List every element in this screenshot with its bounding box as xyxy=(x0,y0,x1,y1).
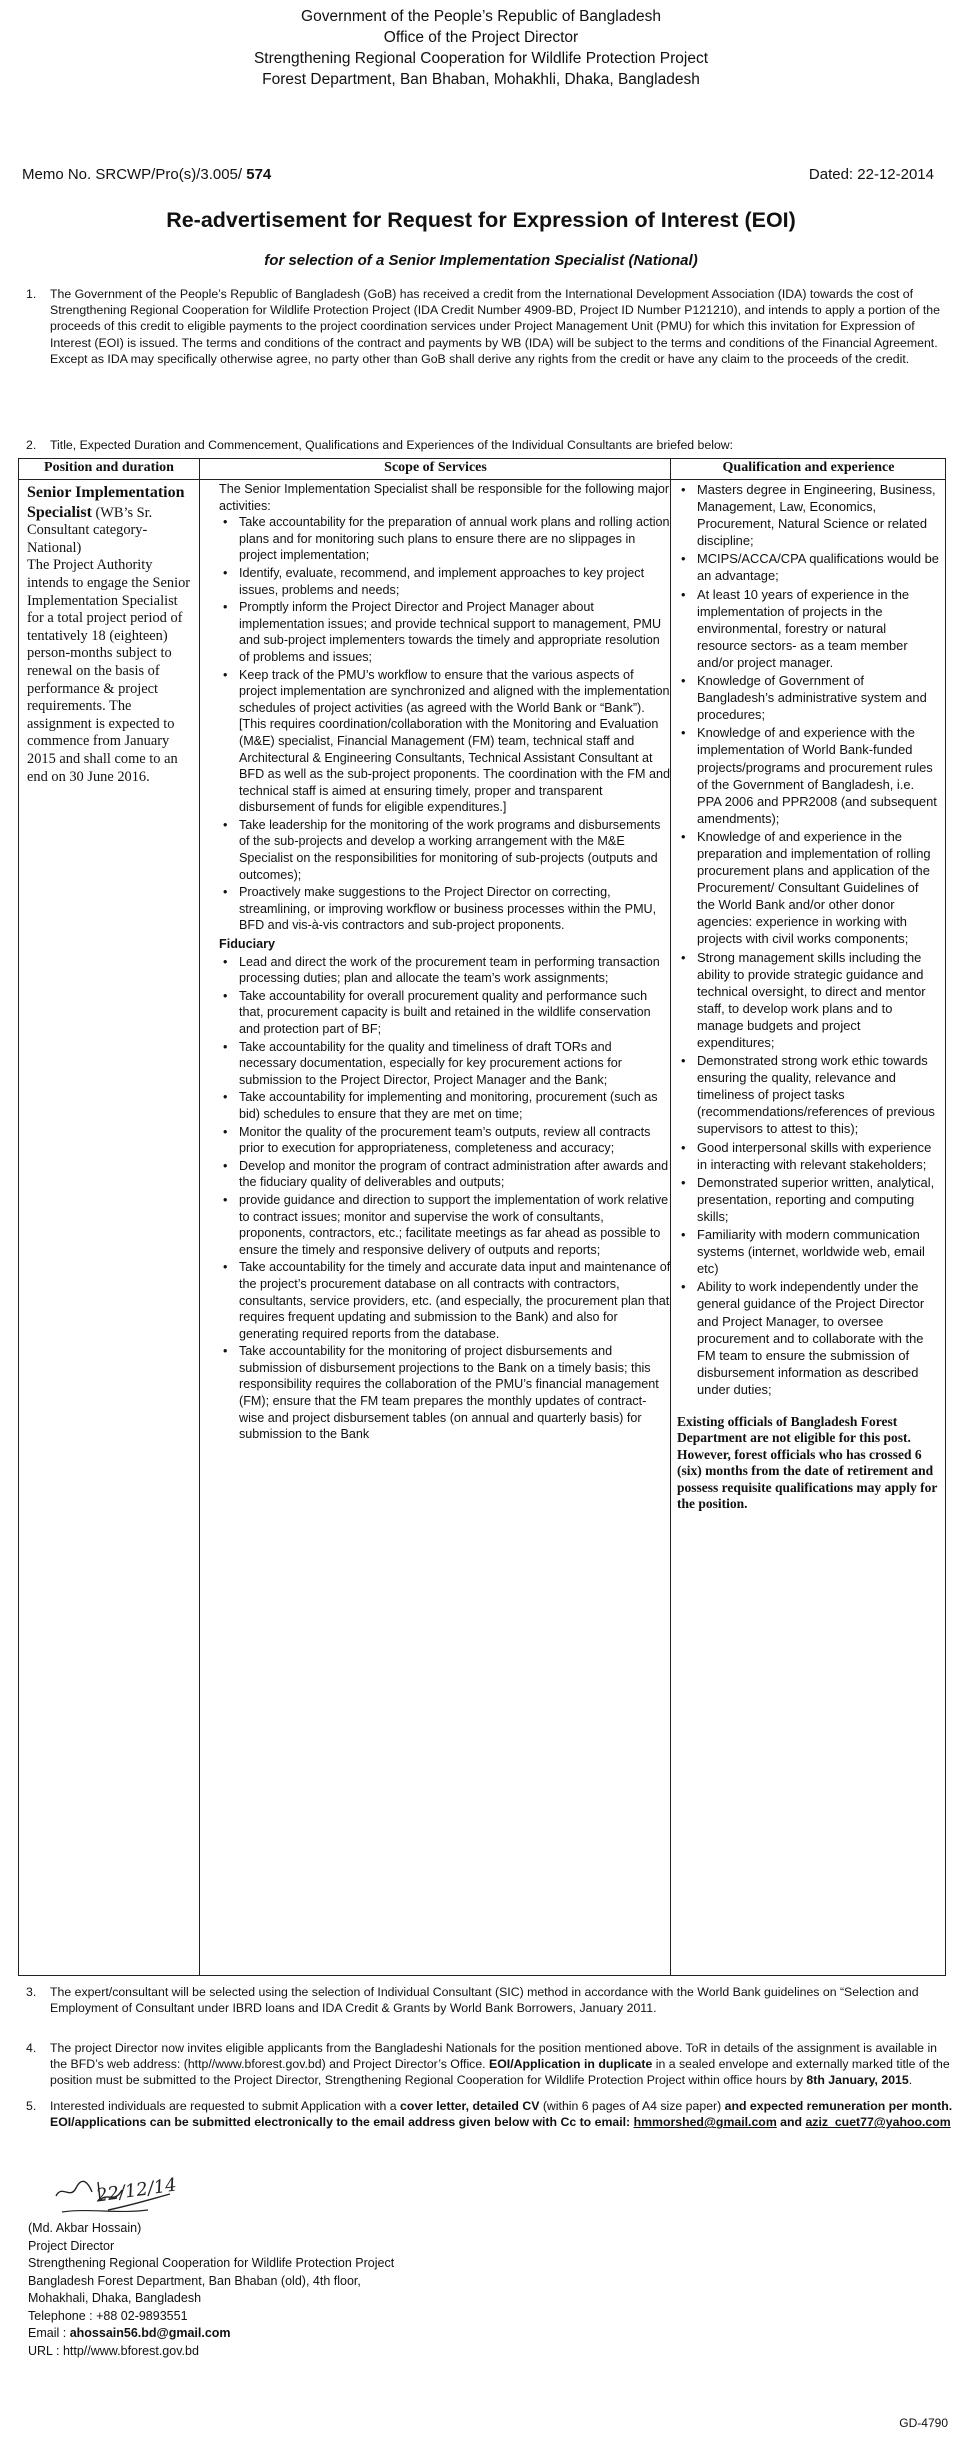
signatory-name: (Md. Akbar Hossain) xyxy=(28,2221,142,2235)
signatory-url: URL : http//www.bforest.gov.bd xyxy=(28,2343,199,2358)
list-item: • Develop and monitor the program of contract administration after awards and the fiduciary quality of deliverables and outputs; xyxy=(223,1158,669,1190)
fiduciary-list xyxy=(219,954,671,1443)
document-subtitle: for selection of a Senior Implementation Specialist (National) xyxy=(264,252,698,269)
paragraph-text: Title, Expected Duration and Commencement, Qualifications and Experiences of the Individual Consultants are briefed below: xyxy=(50,438,734,452)
list-item: • Take accountability for the quality and timeliness of draft TORs and necessary documentation, especially for key procurement actions for submission to the Project Director, Project Manager and the Bank; xyxy=(223,1039,622,1087)
header-line-office: Office of the Project Director xyxy=(383,29,579,46)
table-header-qualification: Qualification and experience xyxy=(722,460,895,475)
header-line-address: Forest Department, Ban Bhaban, Mohakhli, Dhaka, Bangladesh xyxy=(262,71,700,88)
table-header-position: Position and duration xyxy=(44,460,174,475)
position-title: Senior Implementation Specialist xyxy=(27,484,185,521)
list-item: • Knowledge of and experience in the preparation and implementation of rolling procurement plans and application of the Procurement/ Consultant Guidelines of the World Bank and/or other donor agencies: experience in working with projects with civil works components; xyxy=(681,828,931,947)
paragraph-number: 1. xyxy=(26,287,37,301)
memo-date: Dated: 22-12-2014 xyxy=(808,166,934,183)
list-item: • Lead and direct the work of the procurement team in performing transaction processing duties; plan and allocate the team’s work assignments; xyxy=(223,954,660,986)
list-item: • Familiarity with modern communication systems (internet, worldwide web, email etc) xyxy=(681,1227,925,1277)
email-link-1[interactable]: hmmorshed@gmail.com xyxy=(633,2115,777,2130)
footer-code: GD-4790 xyxy=(899,2416,948,2430)
paragraph-number: 5. xyxy=(26,2099,37,2113)
list-item: • Ability to work independently under the general guidance of the Project Director and Project Manager, to oversee procurement and to collaborate with the FM team to ensure the submission of disbursement information as described under duties; xyxy=(681,1279,925,1397)
table-divider xyxy=(199,459,200,1975)
paragraph-1 xyxy=(28,286,953,367)
paragraph-4 xyxy=(28,2040,953,2089)
position-description: The Project Authority intends to engage the Senior Implementation Specialist for a total project period of tentatively 18 (eighteen) person-months subject to renewal on the basis of performance & project requirements. The assignment is expected to commence from January 2015 and shall come to an end on 30 June 2016. xyxy=(27,557,191,785)
list-item: • Knowledge of Government of Bangladesh’s administrative system and procedures; xyxy=(681,673,927,723)
paragraph-number: 2. xyxy=(26,438,37,452)
header-line-project: Strengthening Regional Cooperation for Wildlife Protection Project xyxy=(253,50,709,67)
signatory-address-2: Mohakhali, Dhaka, Bangladesh xyxy=(28,2291,202,2305)
signatory-email: Email : ahossain56.bd@gmail.com xyxy=(28,2326,231,2340)
position-cell xyxy=(27,483,193,786)
consultant-table xyxy=(18,458,946,1976)
header-line-government: Government of the People’s Republic of Bangladesh xyxy=(301,8,661,25)
signatory-designation: Project Director xyxy=(28,2238,115,2253)
paragraph-3 xyxy=(28,1984,953,2016)
list-item: • Demonstrated superior written, analytical, presentation, reporting and computing skills; xyxy=(681,1174,935,1224)
eligibility-note: Existing officials of Bangladesh Forest Department are not eligible for this post. However, forest officials who has crossed 6 (six) months from the date of retirement and possess requisite qualifications may apply for the position. xyxy=(677,1413,938,1511)
paragraph-number: 4. xyxy=(26,2041,37,2055)
list-item: • Proactively make suggestions to the Project Director on correcting, streamlining, or improving workflow or business processes within the PMU, BFD and vis-à-vis contractors and sub-project proponents. xyxy=(223,885,657,933)
scope-cell xyxy=(219,481,671,1444)
document-title: Re-advertisement for Request for Expression of Interest (EOI) xyxy=(166,208,796,232)
paragraph-text: The project Director now invites eligible applicants from the Bangladeshi Nationals for the position mentioned above. ToR in details of the assignment is available in the BFD’s web address: (http//www.bforest.gov.bd) and Project Director’s Office. EOI/Application in duplicate in a sealed envelope and externally marked title of the position must be submitted to the Project Director, Strengthening Regional Cooperation for Wildlife Protection Project within office hours by 8th January, 2015. xyxy=(50,2041,950,2088)
memo-prefix: Memo No. SRCWP/Pro(s)/3.005/ xyxy=(22,166,247,183)
list-item: • Knowledge of and experience with the implementation of World Bank-funded projects/programs and procurement rules of the Government of Bangladesh, i.e. PPA 2006 and PPR2008 (and subsequent amendments); xyxy=(681,725,937,826)
list-item: • Good interpersonal skills with experience in interacting with relevant stakeholders; xyxy=(681,1139,932,1172)
signatory-email-link[interactable]: ahossain56.bd@gmail.com xyxy=(69,2326,231,2340)
list-item: • At least 10 years of experience in the implementation of projects in the environmental, forestry or natural resource sectors- as a team member and/or project manager. xyxy=(681,586,910,670)
paragraph-2 xyxy=(28,437,953,453)
list-item: • Take accountability for overall procurement quality and performance such that, procurement capacity is built and retained in the wildlife conservation and protection part of BF; xyxy=(223,988,651,1036)
table-header-scope: Scope of Services xyxy=(384,460,487,475)
list-item: • Promptly inform the Project Director and Project Manager about implementation issues; and provide technical support to management, PMU and sub-project implementers towards the timely and appropriate resolution of problems and issues; xyxy=(223,600,662,664)
signature-date: 22/12/14 xyxy=(94,2174,178,2207)
list-item: • Identify, evaluate, recommend, and implement approaches to key project issues, problems and needs; xyxy=(223,565,645,597)
list-item: • Demonstrated strong work ethic towards ensuring the quality, relevance and timeliness of project tasks (recommendations/references of previous supervisors to attest to this); xyxy=(681,1053,935,1137)
paragraph-5 xyxy=(28,2098,953,2130)
signatory-address-1: Bangladesh Forest Department, Ban Bhaban (old), 4th floor, xyxy=(28,2273,361,2288)
list-item: • provide guidance and direction to support the implementation of work relative to contract issues; monitor and supervise the work of consultants, proponents, contractors, etc.; facilitate meetings as far ahead as possible to ensure the timely and responsive delivery of outputs and reports; xyxy=(223,1192,669,1257)
list-item: • Monitor the quality of the procurement team’s outputs, review all contracts prior to execution for appropriateness, completeness and accuracy; xyxy=(223,1124,651,1156)
list-item: • Keep track of the PMU’s workflow to ensure that the various aspects of project implementation are synchronized and aligned with the implementation schedules of project activities (as agreed with the World Bank or “Bank”). [This requires coordination/collaboration with the Monitoring and Evaluation (M&E) specialist, Financial Management (FM) team, technical staff and Architectural & Engineering Consultants, Technical Assistant Consultant at BFD as well as the sub-project proponents. The coordination with the FM and technical staff is aimed at ensuring timely, proper and transparent disbursement of funds for eligible expenditures.] xyxy=(223,667,670,815)
list-item: • Masters degree in Engineering, Business, Management, Law, Economics, Procurement, Natural Science or related discipline; xyxy=(681,482,936,549)
list-item: • Take accountability for the preparation of annual work plans and rolling action plans and for monitoring such plans to ensure there are no slippages in project implementation; xyxy=(223,515,670,563)
list-item: • Take leadership for the monitoring of the work programs and disbursements of the sub-projects and develop a working arrangement with the M&E Specialist on the responsibilities for monitoring of sub-projects (outputs and outcomes); xyxy=(223,817,661,882)
fiduciary-heading: Fiduciary xyxy=(219,937,275,952)
paragraph-text: Interested individuals are requested to submit Application with a cover letter, detailed CV (within 6 pages of A4 size paper) and expected remuneration per month. EOI/applications can be submitted electronically to the email address given below with Cc to email: hmmorshed@gmail.com and aziz_cuet77@yahoo.com xyxy=(50,2099,953,2130)
memo-number xyxy=(22,166,271,183)
memo-number-value: 574 xyxy=(246,166,272,183)
table-header-divider xyxy=(19,479,945,480)
scope-intro: The Senior Implementation Specialist shall be responsible for the following major activities: xyxy=(219,482,670,513)
signatory-project: Strengthening Regional Cooperation for Wildlife Protection Project xyxy=(28,2256,395,2270)
list-item: • Take accountability for the monitoring of project disbursements and submission of disbursement projections to the Bank on a timely basis; this responsibility requires the collaboration of the PMU’s financial management (FM); ensure that the FM team prepares the monthly updates of contract-wise and project disbursement tables (on annual and quarterly basis) for submission to the Bank xyxy=(223,1344,659,1442)
list-item: • MCIPS/ACCA/CPA qualifications would be an advantage; xyxy=(681,551,939,584)
list-item: • Take accountability for the timely and accurate data input and maintenance of the project’s procurement database on all contracts with contractors, consultants, service providers, etc. (and especially, the procurement plan that requires frequent updating and submission to the Bank) and also for generating required reports from the database. xyxy=(223,1260,671,1341)
letterhead xyxy=(0,6,962,90)
paragraph-number: 3. xyxy=(26,1985,37,1999)
list-item: • Take accountability for implementing and monitoring, procurement (such as bid) schedules to ensure that they are met on time; xyxy=(223,1090,658,1121)
position-category: (WB’s Sr. Consultant category-National) xyxy=(27,504,153,556)
paragraph-text: The expert/consultant will be selected using the selection of Individual Consultant (SIC) method in accordance with the World Bank guidelines on “Selection and Employment of Consultant under IBRD loans and IDA Credit & Grants by World Bank Borrowers, January 2011. xyxy=(50,1985,919,2016)
qualification-list xyxy=(677,481,939,1398)
scope-list xyxy=(219,514,671,934)
paragraph-text: The Government of the People’s Republic of Bangladesh (GoB) has received a credit from the International Development Association (IDA) towards the cost of Strengthening Regional Cooperation for Wildlife Protection Project (IDA Credit Number 4909-BD, Project ID Number P121210), and intends to apply a portion of the proceeds of this credit to eligible payments to the project coordination services under Project Management Unit (PMU) for which this invitation for Expression of Interest (EOI) is issued. The terms and conditions of the contract and payments by WB (IDA) will be subject to the terms and conditions of the Financial Agreement. Except as IDA may specifically otherwise agree, no party other than GoB shall derive any rights from the credit or have any claim to the proceeds of the credit. xyxy=(50,287,940,366)
email-link-2[interactable]: aziz_cuet77@yahoo.com xyxy=(805,2115,951,2130)
qualification-cell xyxy=(677,481,939,1512)
signature-block xyxy=(28,2220,528,2360)
signatory-telephone: Telephone : +88 02-9893551 xyxy=(28,2308,188,2323)
list-item: • Strong management skills including the ability to provide strategic guidance and technical oversight, to direct and mentor staff, to develop work plans and to manage budgets and project expenditures; xyxy=(681,949,926,1050)
